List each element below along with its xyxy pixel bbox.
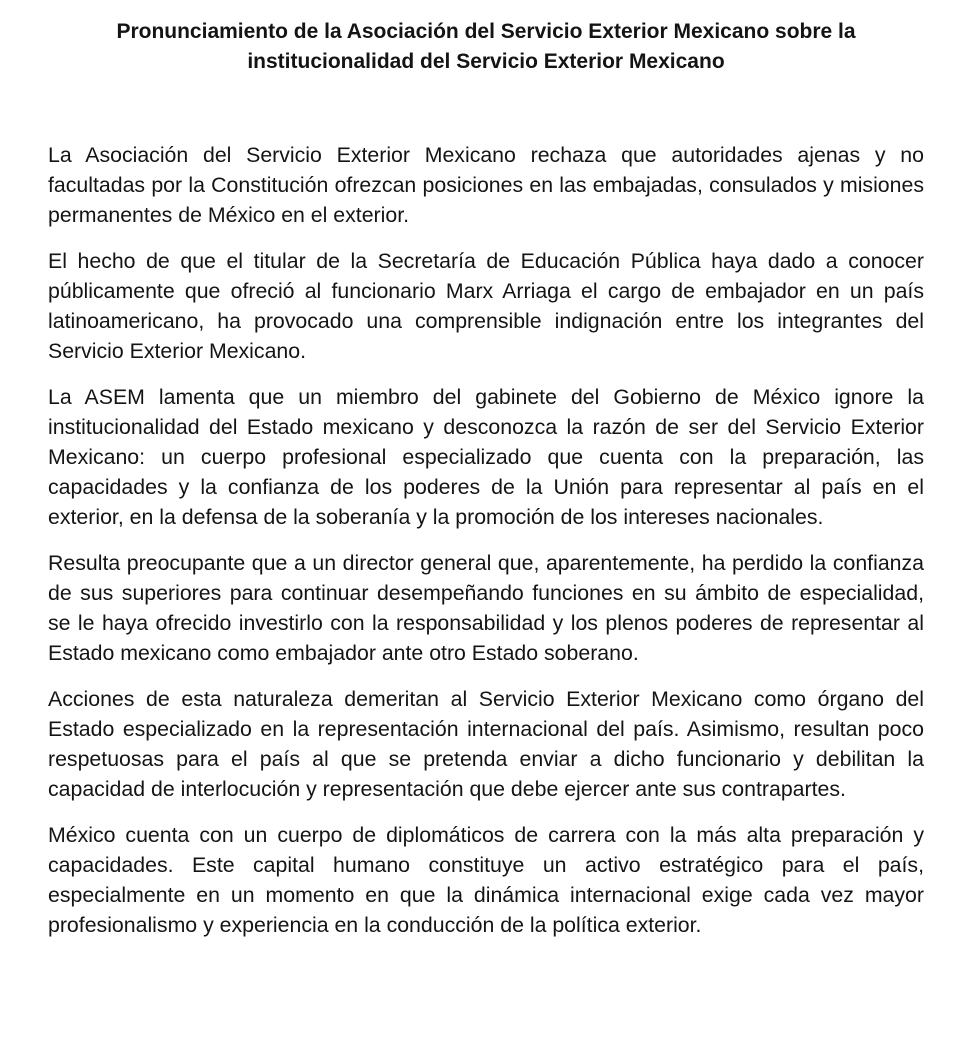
paragraph-6: México cuenta con un cuerpo de diplomáticos de carrera con la más alta preparación y capacidades. Este capital humano constituye un activo estratégico para el país, especialmente en un momento en que la dinámica internacional exige cada vez mayor profesionalismo y experiencia en la conducción de la política exterior. <box>48 823 924 937</box>
paragraph-2: El hecho de que el titular de la Secretaría de Educación Pública haya dado a conocer públicamente que ofreció al funcionario Marx Arriaga el cargo de embajador en un país latinoamericano, ha provocado una comprensible indignación entre los integrantes del Servicio Exterior Mexicano. <box>48 249 924 363</box>
document-body <box>48 140 924 940</box>
document-page <box>48 17 924 956</box>
document-title-line-1: Pronunciamiento de la Asociación del Servicio Exterior Mexicano sobre la <box>116 20 856 43</box>
document-title <box>28 17 944 77</box>
paragraph-3: La ASEM lamenta que un miembro del gabinete del Gobierno de México ignore la institucionalidad del Estado mexicano y desconozca la razón de ser del Servicio Exterior Mexicano: un cuerpo profesional especializado que cuenta con la preparación, las capacidades y la confianza de los poderes de la Unión para representar al país en el exterior, en la defensa de la soberanía y la promoción de los intereses nacionales. <box>48 385 924 529</box>
paragraph-4: Resulta preocupante que a un director general que, aparentemente, ha perdido la confianza de sus superiores para continuar desempeñando funciones en su ámbito de especialidad, se le haya ofrecido investirlo con la responsabilidad y los plenos poderes de representar al Estado mexicano como embajador ante otro Estado soberano. <box>48 551 924 665</box>
paragraph-5: Acciones de esta naturaleza demeritan al Servicio Exterior Mexicano como órgano del Estado especializado en la representación internacional del país. Asimismo, resultan poco respetuosas para el país al que se pretenda enviar a dicho funcionario y debilitan la capacidad de interlocución y representación que debe ejercer ante sus contrapartes. <box>48 687 924 801</box>
document-title-line-2: institucionalidad del Servicio Exterior Mexicano <box>247 50 725 73</box>
paragraph-1: La Asociación del Servicio Exterior Mexicano rechaza que autoridades ajenas y no facultadas por la Constitución ofrezcan posiciones en las embajadas, consulados y misiones permanentes de México en el exterior. <box>48 143 924 227</box>
